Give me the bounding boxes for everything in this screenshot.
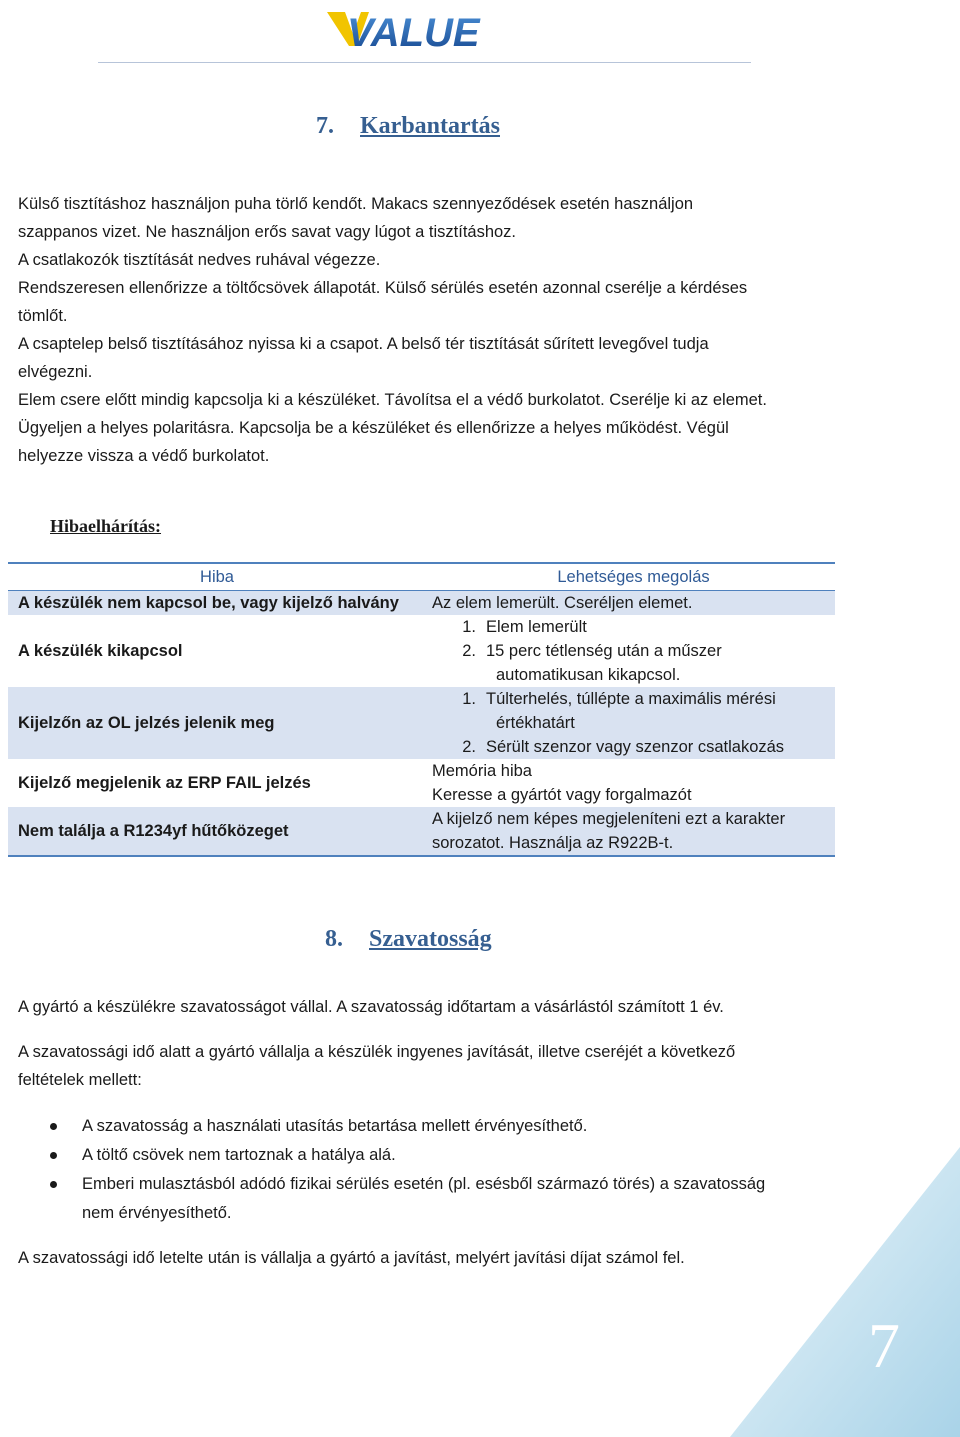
error-cell: A készülék kikapcsol xyxy=(18,641,183,660)
solution-line: értékhatárt xyxy=(496,714,575,732)
troubleshooting-table xyxy=(8,562,835,857)
solution-list-item xyxy=(432,639,835,663)
solution-line: Sérült szenzor vagy szenzor csatlakozás xyxy=(486,738,785,756)
value-logo xyxy=(325,4,525,54)
page-number: 7 xyxy=(868,1310,900,1381)
list-item-text: nem érvényesíthető. xyxy=(82,1204,232,1222)
list-item xyxy=(50,1141,765,1170)
bullet-icon xyxy=(50,1181,57,1188)
solution-line: automatikusan kikapcsol. xyxy=(496,666,681,684)
solution-cell xyxy=(426,807,835,855)
section-8-number: 8. xyxy=(325,926,343,952)
section-7-title: Karbantartás xyxy=(360,113,500,139)
text-line: A csaptelep belső tisztításához nyissa ki a csapot. A belső tér tisztítását sűrített levegővel tudja xyxy=(18,335,709,353)
corner-triangle xyxy=(730,1147,960,1437)
troubleshooting-heading xyxy=(50,516,161,537)
table-header-row xyxy=(8,564,835,591)
text-line: szappanos vizet. Ne használjon erős savat vagy lúgot a tisztításhoz. xyxy=(18,223,517,241)
warranty-paragraph-2 xyxy=(18,1038,838,1094)
text-line: tömlőt. xyxy=(18,307,68,325)
solution-line: sorozatot. Használja az R922B-t. xyxy=(432,834,674,852)
list-item xyxy=(50,1170,765,1228)
table-row xyxy=(8,759,835,807)
text-line: Külső tisztításhoz használjon puha törlő kendőt. Makacs szennyeződések esetén használjon xyxy=(18,195,694,213)
section-8-heading xyxy=(325,926,492,953)
solution-line: Keresse a gyártót vagy forgalmazót xyxy=(432,786,692,804)
troubleshooting-heading-text: Hibaelhárítás xyxy=(50,516,156,536)
solution-list-item xyxy=(432,687,835,711)
table-row xyxy=(8,687,835,759)
column-header-error: Hiba xyxy=(200,568,234,586)
text-line: elvégezni. xyxy=(18,363,93,381)
solution-cell xyxy=(426,687,835,759)
table-row xyxy=(8,807,835,855)
text-line: Elem csere előtt mindig kapcsolja ki a készüléket. Távolítsa el a védő burkolatot. Cserélje ki az elemet. xyxy=(18,391,767,409)
warranty-conditions-list xyxy=(50,1112,765,1228)
table-row xyxy=(8,615,835,687)
table-row xyxy=(8,591,835,615)
solution-line: Memória hiba xyxy=(432,762,532,780)
text-line: A szavatossági idő letelte után is vállalja a gyártó a javítást, melyért javítási díjat számol fel. xyxy=(18,1249,685,1267)
logo-text: VALUE xyxy=(347,11,480,54)
error-cell: Kijelző megjelenik az ERP FAIL jelzés xyxy=(18,773,311,792)
list-number: 1. xyxy=(462,690,476,708)
solution-line: 15 perc tétlenség után a műszer xyxy=(486,642,722,660)
solution-line: Túlterhelés, túllépte a maximális mérési xyxy=(486,690,776,708)
error-cell: A készülék nem kapcsol be, vagy kijelző halvány xyxy=(18,593,399,612)
solution-line: A kijelző nem képes megjeleníteni ezt a karakter xyxy=(432,810,786,828)
section-7-heading xyxy=(316,113,500,140)
text-line: A csatlakozók tisztítását nedves ruhával végezze. xyxy=(18,251,381,269)
header-divider xyxy=(98,62,751,63)
solution-line: Az elem lemerült. Cseréljen elemet. xyxy=(432,594,693,612)
text-line: Ügyeljen a helyes polaritásra. Kapcsolja be a készüléket és ellenőrizze a helyes működést. Végül xyxy=(18,419,729,437)
solution-list-item xyxy=(432,735,835,759)
error-cell: Nem találja a R1234yf hűtőközeget xyxy=(18,821,289,840)
error-cell: Kijelzőn az OL jelzés jelenik meg xyxy=(18,713,275,732)
list-item-text: A szavatosság a használati utasítás betartása mellett érvényesíthető. xyxy=(82,1117,588,1135)
solution-cell xyxy=(426,591,835,615)
list-number: 1. xyxy=(462,618,476,636)
maintenance-paragraph xyxy=(18,190,838,470)
list-number: 2. xyxy=(462,738,476,756)
bullet-icon xyxy=(50,1123,57,1130)
page-corner xyxy=(730,1147,960,1437)
text-line: feltételek mellett: xyxy=(18,1071,142,1089)
warranty-paragraph-1 xyxy=(18,993,838,1021)
list-item xyxy=(50,1112,765,1141)
column-header-solution: Lehetséges megolás xyxy=(557,568,710,586)
solution-list-item xyxy=(432,615,835,639)
troubleshooting-heading-colon: : xyxy=(155,516,162,536)
text-line: A szavatossági idő alatt a gyártó vállalja a készülék ingyenes javítását, illetve cseréjét a következő xyxy=(18,1043,736,1061)
list-number: 2. xyxy=(462,642,476,660)
text-line: helyezze vissza a védő burkolatot. xyxy=(18,447,270,465)
list-item-text: A töltő csövek nem tartoznak a hatálya alá. xyxy=(82,1146,396,1164)
text-line: Rendszeresen ellenőrizze a töltőcsövek állapotát. Külső sérülés esetén azonnal cserélje a kérdéses xyxy=(18,279,748,297)
section-8-title: Szavatosság xyxy=(369,926,492,952)
warranty-paragraph-3 xyxy=(18,1244,838,1272)
bullet-icon xyxy=(50,1152,57,1159)
solution-cell xyxy=(426,615,835,687)
solution-line: Elem lemerült xyxy=(486,618,587,636)
list-item-text: Emberi mulasztásból adódó fizikai sérülés esetén (pl. esésből származó törés) a szavatosság xyxy=(82,1175,766,1193)
section-7-number: 7. xyxy=(316,113,334,139)
text-line: A gyártó a készülékre szavatosságot vállal. A szavatosság időtartam a vásárlástól számított 1 év. xyxy=(18,998,724,1016)
solution-cell xyxy=(426,759,835,807)
